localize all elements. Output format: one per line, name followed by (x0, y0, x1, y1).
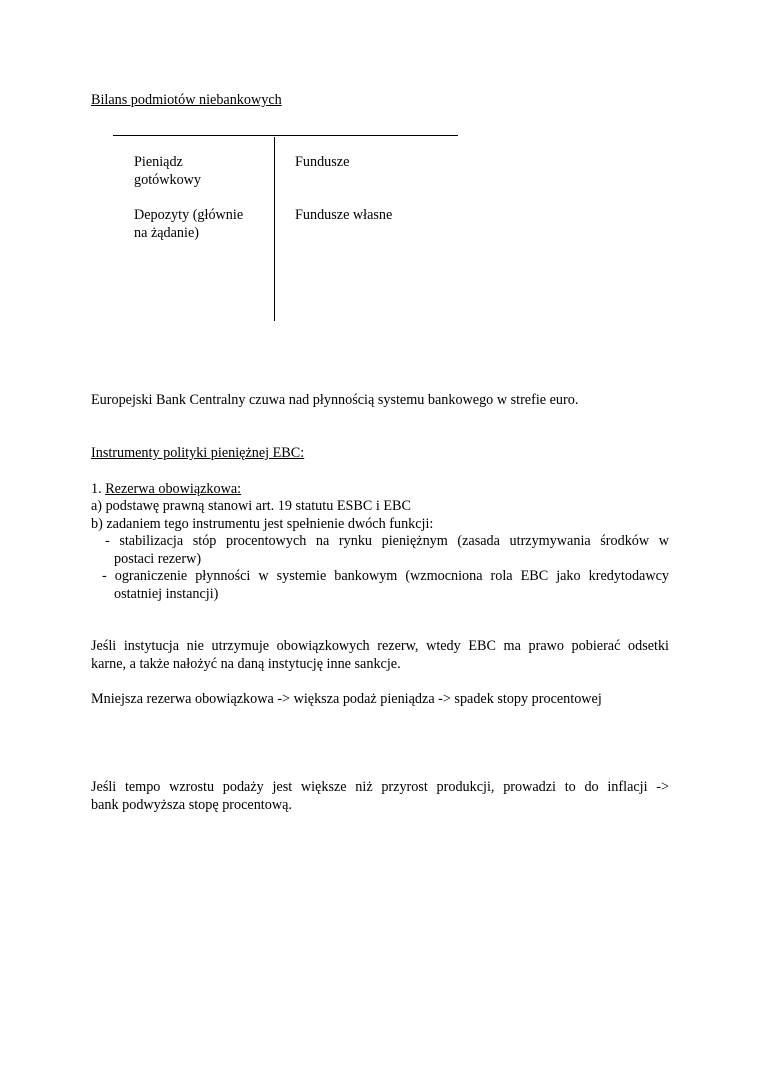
balance-title: Bilans podmiotów niebankowych (91, 92, 282, 108)
sanctions-line2: karne, a także nałożyć na daną instytucję inne sankcje. (91, 656, 401, 672)
item1-b: b) zadaniem tego instrumentu jest spełnienie dwóch funkcji: (91, 516, 434, 532)
item1-function1-line2: postaci rezerw) (114, 551, 202, 567)
liability-own-funds: Fundusze własne (295, 207, 393, 223)
item1-function2-line2: ostatniej instancji) (114, 586, 219, 602)
item1-number: 1. (91, 481, 106, 497)
inflation-line1: Jeśli tempo wzrostu podaży jest większe niż przyrost produkcji, prowadzi to do inflacji -> (91, 779, 669, 795)
inflation-line2: bank podwyższa stopę procentową. (91, 797, 292, 813)
t-account-vertical-line (274, 137, 275, 321)
item1-heading (91, 480, 241, 498)
instruments-heading: Instrumenty polityki pieniężnej EBC: (91, 445, 305, 461)
liability-funds: Fundusze (295, 154, 350, 170)
sanctions-line1: Jeśli instytucja nie utrzymuje obowiązkowych rezerw, wtedy EBC ma prawo pobierać odsetki (91, 638, 669, 654)
t-account-horizontal-line (113, 135, 458, 136)
asset-deposits-line2: na żądanie) (134, 225, 199, 241)
item1-function1-line1: - stabilizacja stóp procentowych na rynku pieniężnym (zasada utrzymywania środków w (105, 533, 669, 549)
reserve-chain: Mniejsza rezerwa obowiązkowa -> większa podaż pieniądza -> spadek stopy procentowej (91, 691, 602, 707)
ecb-sentence: Europejski Bank Centralny czuwa nad płynnością systemu bankowego w strefie euro. (91, 392, 579, 408)
asset-cash-line2: gotówkowy (134, 172, 201, 188)
item1-function2-line1: - ograniczenie płynności w systemie bankowym (wzmocniona rola EBC jako kredytodawcy (102, 568, 669, 584)
asset-cash-line1: Pieniądz (134, 154, 183, 170)
item1-title: Rezerwa obowiązkowa: (105, 481, 242, 497)
item1-a: a) podstawę prawną stanowi art. 19 statutu ESBC i EBC (91, 498, 411, 514)
asset-deposits-line1: Depozyty (głównie (134, 207, 244, 223)
